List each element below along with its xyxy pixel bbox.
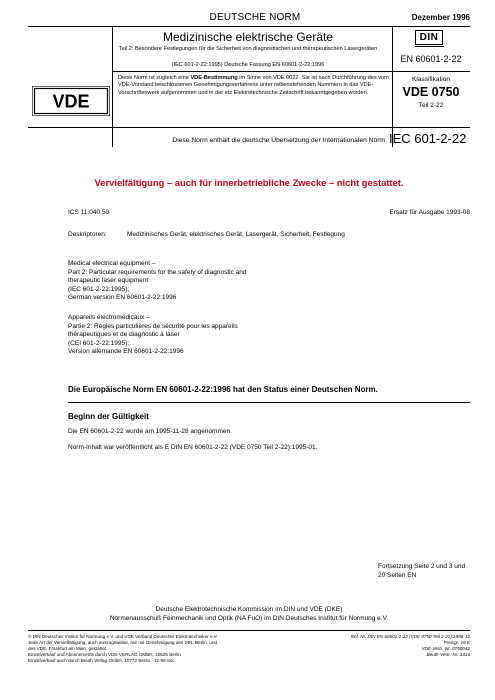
vde-teil: Teil 2-22 <box>418 102 444 109</box>
norm-status: Die Europäische Norm EN 60601-2-22:1996 hat den Status einer Deutschen Norm. <box>68 385 378 394</box>
din-logo: DIN <box>415 30 443 45</box>
footer-reference: Ref. Nr. DIN EN 60601-2-22 (VDE 0750 Teil 2-22):1996-12 Preisgr. 16 K VDE-Vertr.-Nr. 0750042 Beuth-Vertr.-Nr. 3316 <box>350 634 470 657</box>
din-logo-underline <box>415 46 444 47</box>
publication-date: Dezember 1996 <box>411 13 470 22</box>
ics-code: ICS 11.040.50 <box>68 209 110 216</box>
document-title: Medizinische elektrische Geräte <box>162 30 334 44</box>
document-subtitle: Teil 2: Besondere Festlegungen für die Sicherheit von diagnostischen und therapeutischen Lasergeräten <box>118 46 378 52</box>
vde-statement-bold: VDE-Bestimmung <box>190 75 238 81</box>
continuation-note: Fortsetzung Seite 2 und 3 und 20 Seiten EN <box>378 563 466 579</box>
vde-statement-suffix: im Sinne von VDE 0022. Sie ist nach Durchführung des vom VDE-Vorstand beschlossenen Genehmigungsverfahrens unter nebenstehenden Nummern in das VDE-Vorschriftenwerk aufgenommen und in der etz Elektrotechnische Zeitschrift bekanntgegeben worden. <box>118 75 389 96</box>
klassifikation-label: Klassifikation <box>412 76 450 83</box>
header-rule <box>28 26 470 27</box>
french-title-block: Appareils électromédicaux – Partie 2: Règles particulières de sécurité pour les appareils thérapeutiques et de diagnostic à laser (CEI 601-2-22:1995); Version allemande EN 60601-2-22:1996 <box>68 314 238 355</box>
beginn-line-1: Die EN 60601-2-22 wurde am 1995-11-28 angenommen. <box>68 428 232 435</box>
vde-logo <box>32 86 110 116</box>
deutsche-norm-label: DEUTSCHE NORM <box>209 12 301 23</box>
header-divider-left <box>112 27 113 147</box>
footer-rule <box>28 630 470 631</box>
iec-translation-note: Diese Norm enthält die deutsche Übersetzung der Internationalen Norm <box>172 137 385 144</box>
copy-warning: Vervielfältigung – auch für innerbetriebliche Zwecke – nicht gestattet. <box>94 177 404 188</box>
english-title-block: Medical electrical equipment – Part 2: Particular requirements for the safety of diagnostic and therapeutic laser equipment (IEC 601-2-22:1995); German version EN 60601-2-22:1996 <box>68 260 247 301</box>
beginn-line-2: Norm-Inhalt war veröffentlicht als E DIN EN 60601-2-22 (VDE 0750 Teil 2-22):1995-01. <box>68 444 318 451</box>
deskriptoren-value: Medizinisches Gerät, elektrisches Gerät, Lasergerät, Sicherheit, Festlegung <box>127 231 345 238</box>
vde-statement <box>118 75 390 97</box>
document-subtitle-reference: (IEC 601-2-22:1995) Deutsche Fassung EN 60601-2-22:1996 <box>171 62 325 68</box>
status-rule <box>68 402 470 403</box>
vde-logo-text: VDE <box>52 91 90 112</box>
commission-note: Deutsche Elektrotechnische Kommission im DIN und VDE (DKE) Normenausschuß Feinmechanik und Optik (NA FuO) im DIN Deutsches Institut für Normung e.V. <box>109 606 389 622</box>
vde-statement-prefix: Diese Norm ist zugleich eine <box>118 75 191 81</box>
vde-number: VDE 0750 <box>402 85 460 99</box>
header-bottom-rule <box>28 127 470 128</box>
deskriptoren-label: Deskriptoren: <box>68 231 107 238</box>
en-number: EN 60601-2-22 <box>400 54 462 64</box>
iec-number: IEC 601-2-22 <box>389 131 467 146</box>
header-mid-rule <box>112 71 470 72</box>
beginn-heading: Beginn der Gültigkeit <box>68 412 149 421</box>
ersatz-note: Ersatz für Ausgabe 1993-08 <box>389 209 470 216</box>
footer-copyright: © DIN Deutsches Institut für Normung e.V. und VDE Verband Deutscher Elektrotechniker e.V. Jede Art der Vervielfältigung, auch auszugsweise, nur mit Genehmigung des DIN, Berlin, und des VDE, Frankfurt am Main, gestattet. Einzelverkauf und Abonnements durch VDE-VERLAG GMBH, 10625 Berlin Einzelverkauf auch durch Beuth Verlag GmbH, 10772 Berlin · 12.96 vSc <box>28 634 218 663</box>
